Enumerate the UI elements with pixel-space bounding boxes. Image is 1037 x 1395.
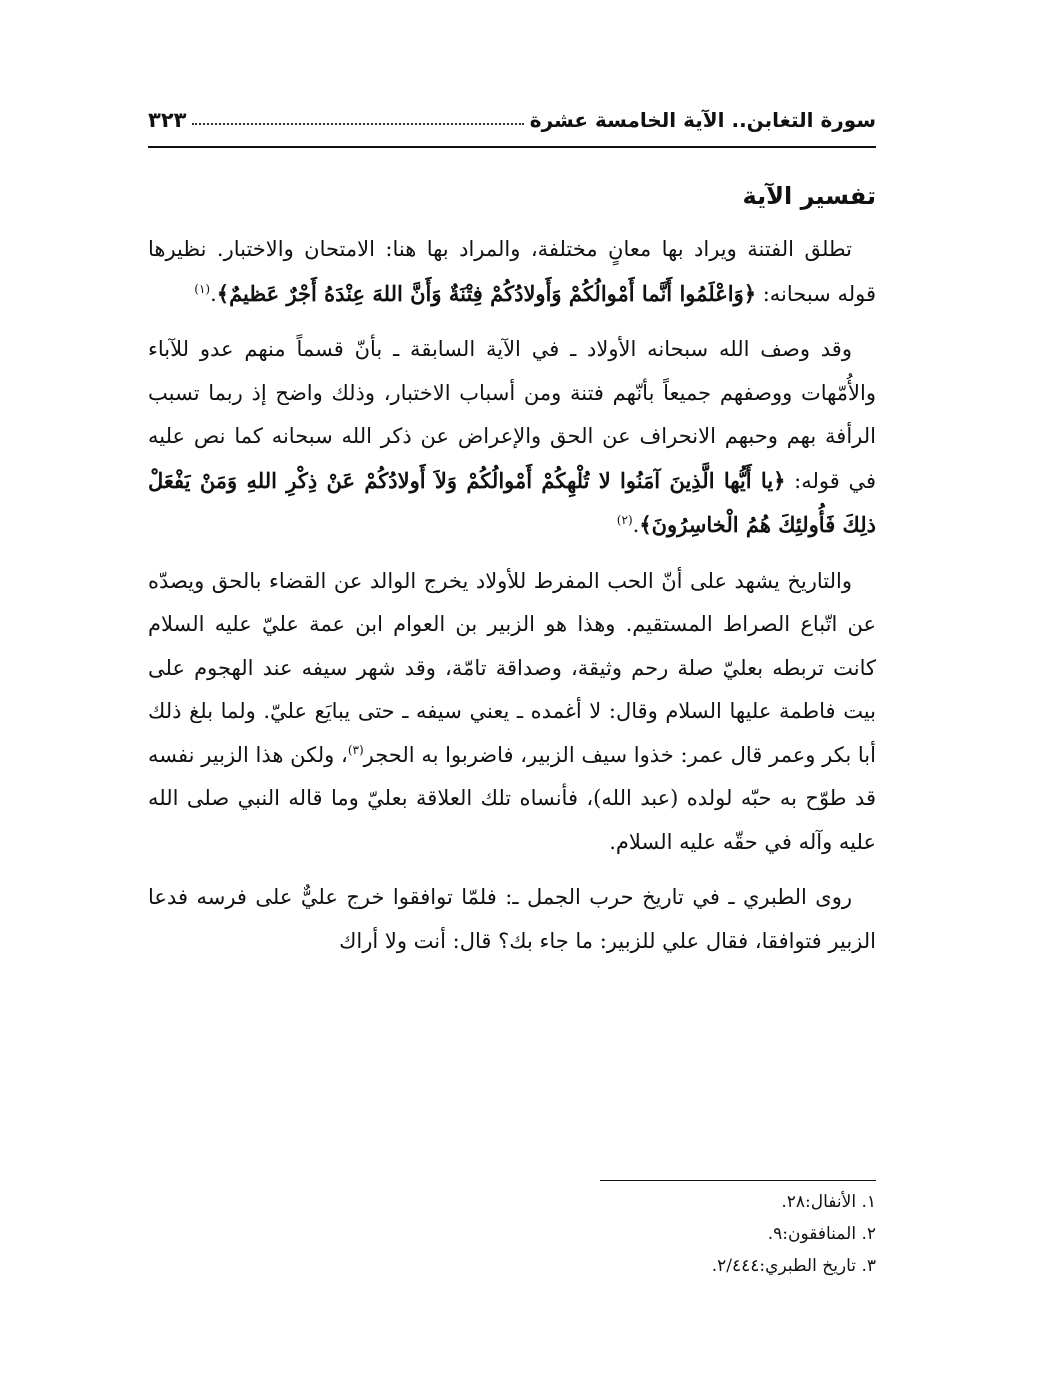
quran-verse-1: ﴿وَاعْلَمُوا أَنَّما أَمْوالُكُمْ وَأَولادُكُمْ فِتْنَةٌ وَأَنَّ اللهَ عِنْدَهُ أَجْرٌ عَظيمٌ﴾: [216, 280, 757, 306]
paragraph-1: [148, 228, 876, 316]
footnote-rule: [600, 1180, 876, 1181]
section-heading: تفسير الآية: [742, 182, 876, 210]
paragraph-1-end: .: [210, 281, 217, 306]
header-title: سورة التغابن.. الآية الخامسة عشرة: [529, 108, 876, 132]
quran-verse-2: ﴿يا أَيُّها الَّذِينَ آمَنُوا لا تُلْهِكُمْ أَمْوالُكُمْ وَلاَ أَولادُكُمْ عَنْ ذِكْرِ اللهِ وَمَنْ يَفْعَلْ ذلِكَ فَأُولئِكَ هُمُ الْخاسِرُونَ﴾: [148, 467, 876, 537]
footnote-3: ٣. تاريخ الطبري:٢/٤٤٤.: [711, 1256, 876, 1276]
footnotes: [148, 1186, 876, 1282]
paragraph-2-end: .: [632, 513, 640, 537]
paragraph-4: [148, 876, 876, 963]
footnote-2: ٢. المنافقون:٩.: [767, 1224, 876, 1244]
footnote-1: ١. الأنفال:٢٨.: [781, 1192, 876, 1212]
paragraph-3-text-a: والتاريخ يشهد على أنّ الحب المفرط للأولاد يخرج الوالد عن القضاء بالحق ويصدّه عن اتّباع الصراط المستقيم. وهذا هو الزبير بن العوام ابن عمة عليّ عليه السلام كانت تربطه بعليّ صلة رحم وثيقة، وصداقة تامّة، وقد شهر سيفه عند الهجوم على بيت فاطمة عليها السلام وقال: لا أغمده ـ يعني سيفه ـ حتى يبايَع عليّ. ولما بلغ ذلك أبا بكر وعمر قال عمر: خذوا سيف الزبير، فاضربوا به الحجر: [148, 568, 876, 767]
footnote-ref-1[interactable]: (١): [194, 281, 211, 296]
running-header: [148, 98, 876, 132]
paragraph-3-text-b: ، ولكن هذا الزبير نفسه قد طوّح به حبّه لولده (عبد الله)، فأنساه تلك العلاقة بعليّ وما قاله النبي صلى الله عليه وآله في حقّه عليه السلام.: [148, 742, 876, 854]
header-dot-leader: [192, 123, 523, 125]
footnote-ref-2[interactable]: (٢): [616, 513, 633, 527]
page-number: ٣٢٣: [148, 108, 187, 132]
paragraph-3: [148, 560, 876, 865]
footnote-ref-3[interactable]: (٣): [347, 742, 364, 757]
main-text: [148, 168, 876, 975]
paragraph-2-text: وقد وصف الله سبحانه الأولاد ـ في الآية السابقة ـ بأنّ قسماً منهم عدو للآباء والأُمّهات ووصفهم جميعاً بأنّهم فتنة ومن أسباب الاختبار، وذلك واضح إذ ربما تسبب الرأفة بهم وحبهم الانحراف عن الحق والإعراض عن ذكر الله سبحانه كما نص عليه في قوله:: [148, 337, 876, 493]
paragraph-2: [148, 328, 876, 548]
paragraph-4-text: روى الطبري ـ في تاريخ حرب الجمل ـ: فلمّا توافقوا خرج عليٌّ على فرسه فدعا الزبير فتوافقا، فقال علي للزبير: ما جاء بك؟ قال: أنت ولا أراك: [148, 885, 876, 953]
paragraph-1-text: تطلق الفتنة ويراد بها معانٍ مختلفة، والمراد بها هنا: الامتحان والاختبار. نظيرها قوله سبحانه:: [148, 237, 876, 306]
header-rule: [148, 146, 876, 148]
